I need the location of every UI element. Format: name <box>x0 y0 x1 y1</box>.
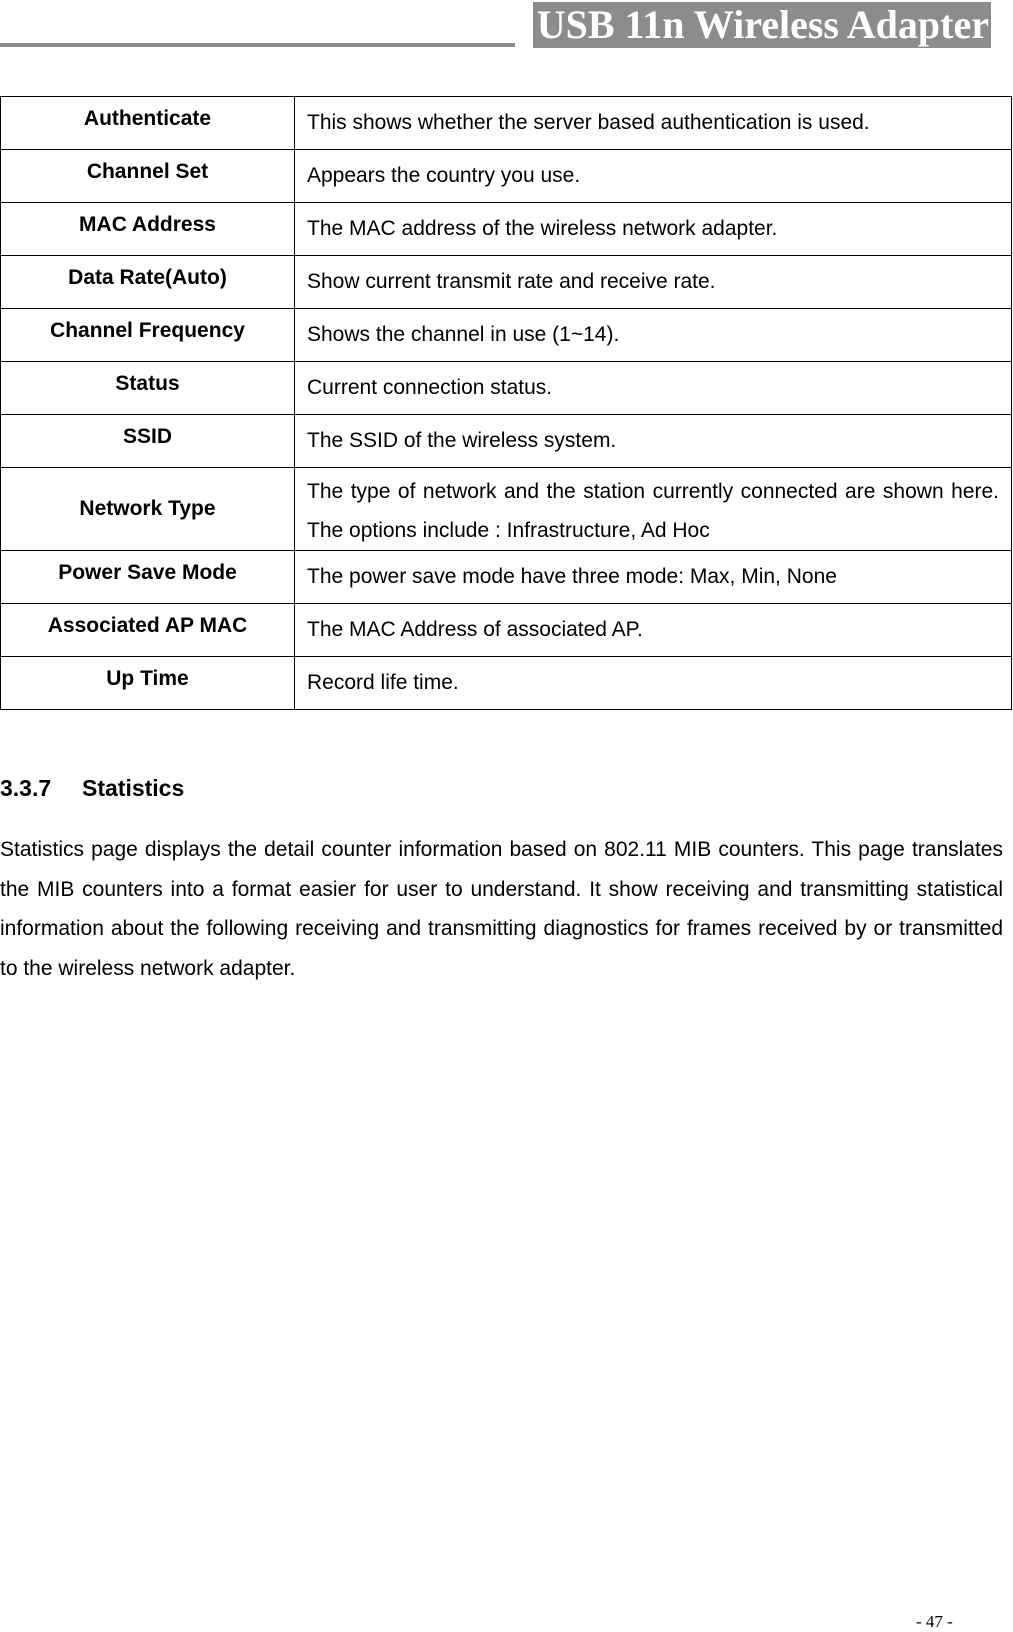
table-row <box>1 309 1012 362</box>
section-number: 3.3.7 <box>0 775 52 801</box>
section-title: Statistics <box>82 775 185 801</box>
table-row <box>1 203 1012 256</box>
table-row <box>1 415 1012 468</box>
table-key: Data Rate(Auto) <box>1 256 295 309</box>
table-row <box>1 256 1012 309</box>
table-value: The MAC Address of associated AP. <box>295 604 1012 657</box>
table-key: Channel Set <box>1 150 295 203</box>
table-value: The type of network and the station currently connected are shown here. The options include : Infrastructure, Ad Hoc <box>295 468 1012 551</box>
table-key: MAC Address <box>1 203 295 256</box>
table-value: Record life time. <box>295 657 1012 710</box>
header-rule <box>0 43 515 47</box>
table-value: The power save mode have three mode: Max, Min, None <box>295 551 1012 604</box>
table-value: Shows the channel in use (1~14). <box>295 309 1012 362</box>
table-key: Network Type <box>1 468 295 551</box>
table-row <box>1 657 1012 710</box>
table-row <box>1 362 1012 415</box>
table-key: SSID <box>1 415 295 468</box>
table-key: Status <box>1 362 295 415</box>
table-key: Authenticate <box>1 97 295 150</box>
section-heading <box>0 775 184 802</box>
table-value: The MAC address of the wireless network adapter. <box>295 203 1012 256</box>
table-value: Current connection status. <box>295 362 1012 415</box>
table-row <box>1 468 1012 551</box>
parameter-table <box>0 96 1012 710</box>
table-row <box>1 97 1012 150</box>
table-key: Associated AP MAC <box>1 604 295 657</box>
table-value: Appears the country you use. <box>295 150 1012 203</box>
section-body: Statistics page displays the detail counter information based on 802.11 MIB counters. This page translates the MIB counters into a format easier for user to understand. It show receiving and transmitting statistical information about the following receiving and transmitting diagnostics for frames received by or transmitted to the wireless network adapter. <box>0 838 1003 980</box>
table-value: The SSID of the wireless system. <box>295 415 1012 468</box>
table-key: Power Save Mode <box>1 551 295 604</box>
page-number: - 47 - <box>916 1612 953 1631</box>
table-key: Channel Frequency <box>1 309 295 362</box>
table-row <box>1 604 1012 657</box>
header-title: USB 11n Wireless Adapter <box>533 2 991 48</box>
page-header <box>0 0 1013 48</box>
table-key: Up Time <box>1 657 295 710</box>
table-row <box>1 551 1012 604</box>
table-value: Show current transmit rate and receive rate. <box>295 256 1012 309</box>
table-value: This shows whether the server based authentication is used. <box>295 97 1012 150</box>
table-row <box>1 150 1012 203</box>
